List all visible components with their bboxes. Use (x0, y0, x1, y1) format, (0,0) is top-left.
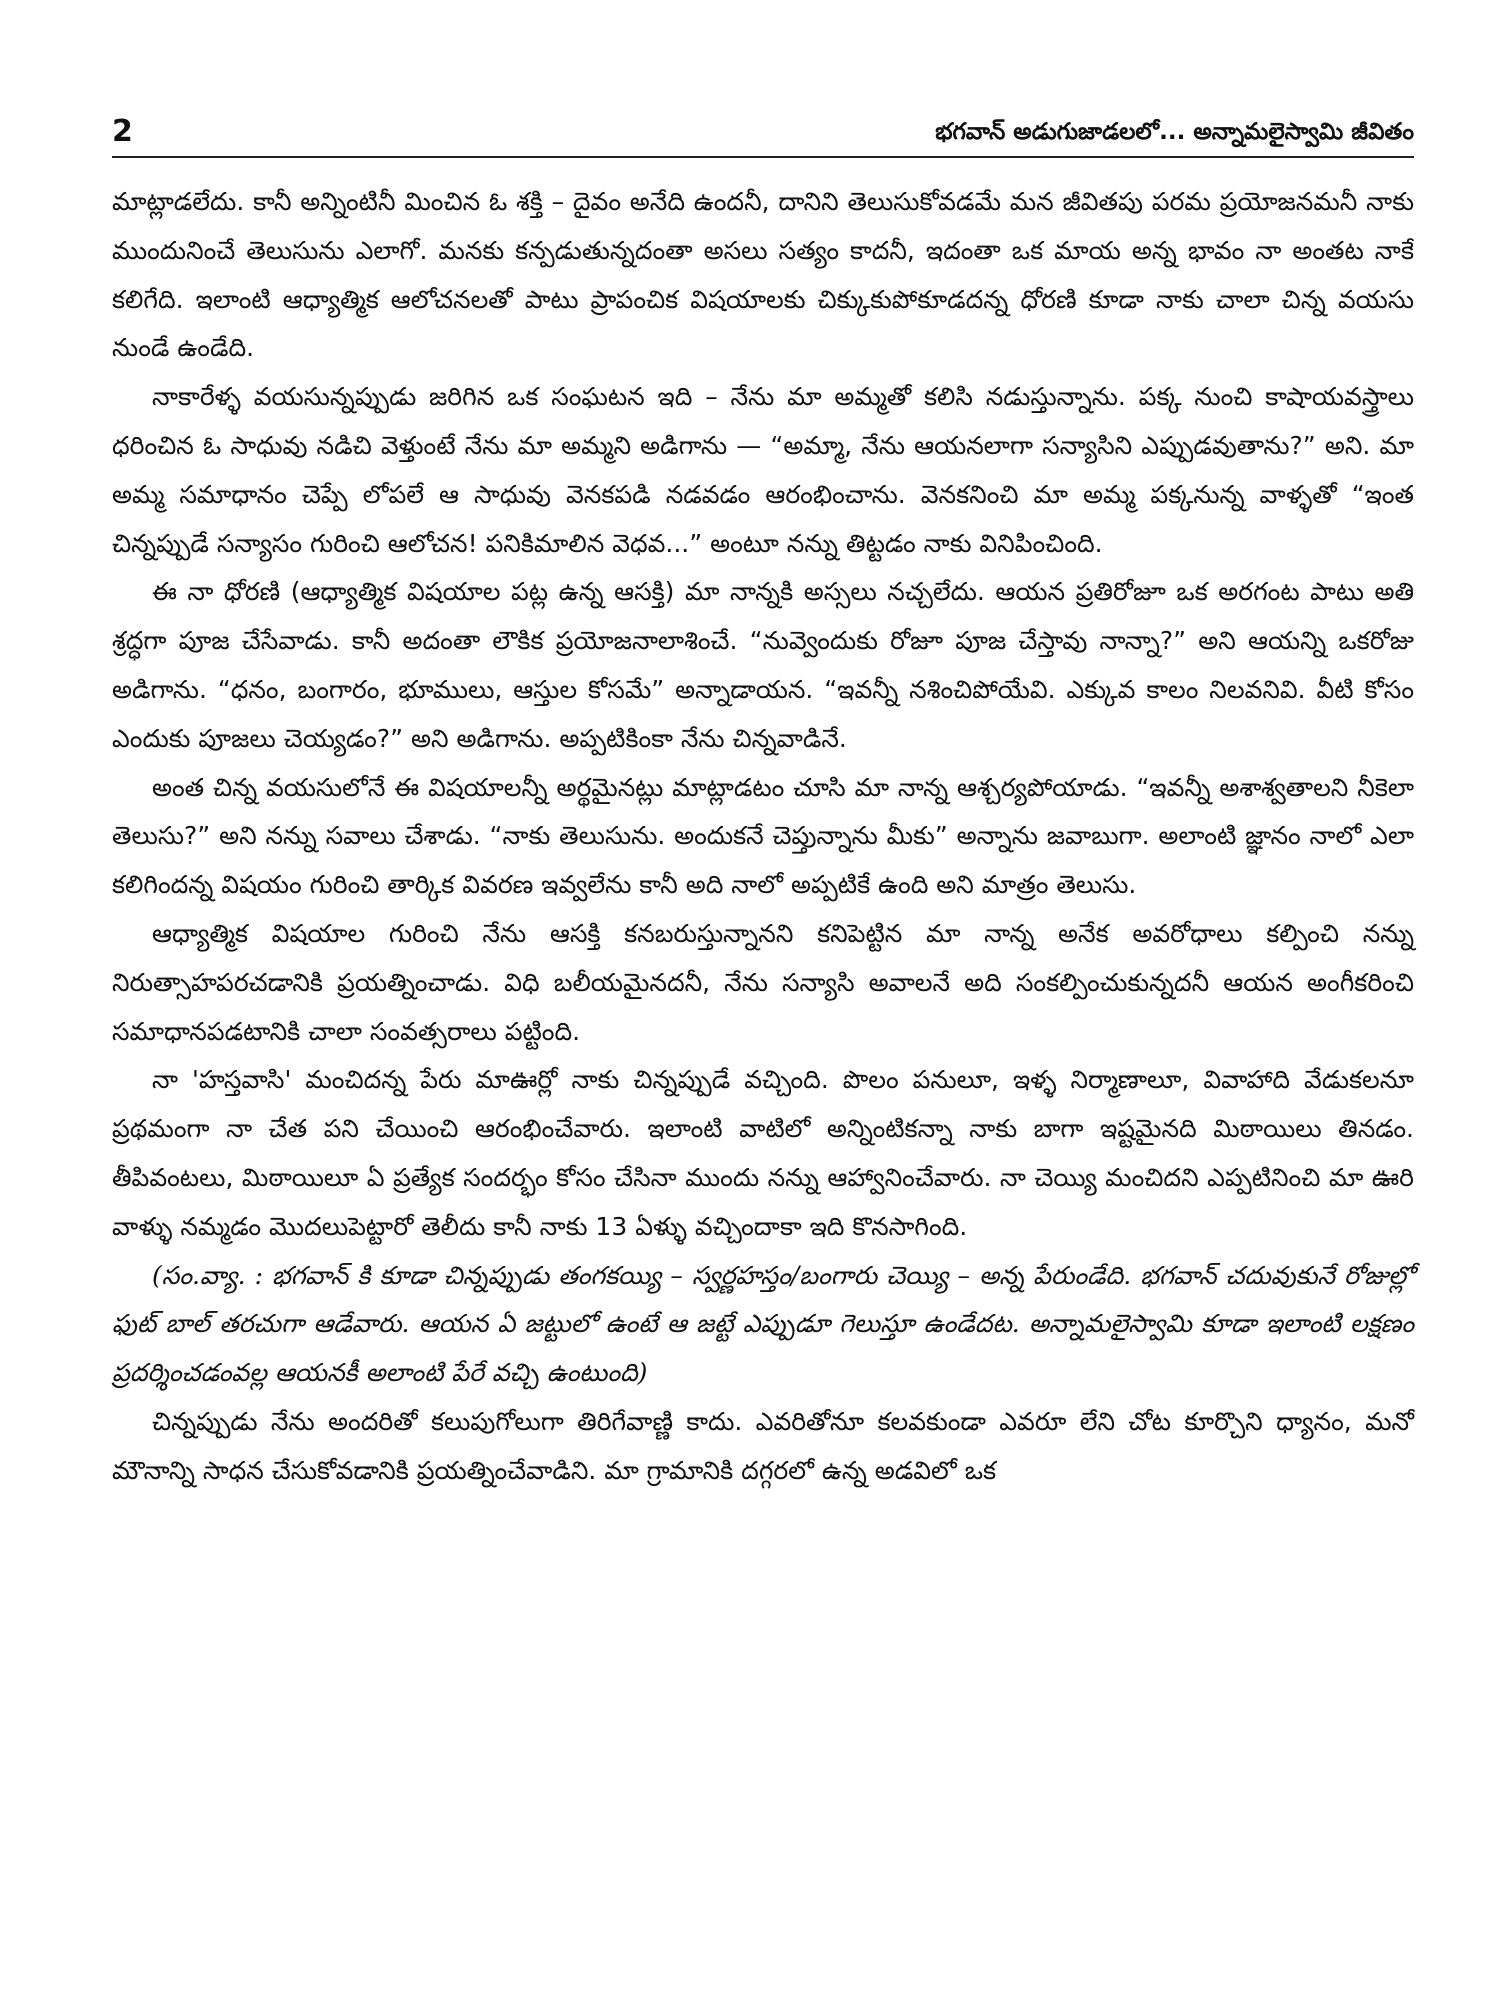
page-body (112, 178, 1414, 1960)
paragraph-6: నా 'హస్తవాసి' మంచిదన్న పేరు మాఊర్లో నాకు చిన్నప్పుడే వచ్చింది. పొలం పనులూ, ఇళ్ళ నిర్మాణాలూ, వివాహాది వేడుకలనూ ప్రథమంగా నా చేత పని చేయించి ఆరంభించేవారు. ఇలాంటి వాటిలో అన్నింటికన్నా నాకు బాగా ఇష్టమైనది మిఠాయిలు తినడం. తీపివంటలు, మిఠాయిలూ ఏ ప్రత్యేక సందర్భం కోసం చేసినా ముందు నన్ను ఆహ్వానించేవారు. నా చెయ్యి మంచిదని ఎప్పటినించి మా ఊరి వాళ్ళు నమ్మడం మొదలుపెట్టారో తెలీదు కానీ నాకు 13 ఏళ్ళు వచ్చిందాకా ఇది కొనసాగింది. (112, 1065, 1414, 1241)
paragraph-4: అంత చిన్న వయసులోనే ఈ విషయాలన్నీ అర్థమైనట్లు మాట్లాడటం చూసి మా నాన్న ఆశ్చర్యపోయాడు. “ఇవన్నీ అశాశ్వతాలని నీకెలా తెలుసు?” అని నన్ను సవాలు చేశాడు. “నాకు తెలుసును. అందుకనే చెప్తున్నాను మీకు” అన్నాను జవాబుగా. అలాంటి జ్ఞానం నాలో ఎలా కలిగిందన్న విషయం గురించి తార్కిక వివరణ ఇవ్వలేను కానీ అది నాలో అప్పటికే ఉంది అని మాత్రం తెలుసు. (112, 772, 1414, 900)
page-header (112, 100, 1414, 150)
paragraph-2: నాకారేళ్ళ వయసున్నప్పుడు జరిగిన ఒక సంఘటన ఇది – నేను మా అమ్మతో కలిసి నడుస్తున్నాను. పక్క నుంచి కాషాయవస్త్రాలు ధరించిన ఓ సాధువు నడిచి వెళ్తుంటే నేను మా అమ్మని అడిగాను — “అమ్మా, నేను ఆయనలాగా సన్యాసిని ఎప్పుడవుతాను?” అని. మా అమ్మ సమాధానం చెప్పే లోపలే ఆ సాధువు వెనకపడి నడవడం ఆరంభించాను. వెనకనించి మా అమ్మ పక్కనున్న వాళ్ళతో “ఇంత చిన్నప్పుడే సన్యాసం గురించి ఆలోచన! పనికిమాలిన వెధవ...” అంటూ నన్ను తిట్టడం నాకు వినిపించింది. (112, 382, 1414, 558)
running-title: భగవాన్ అడుగుజాడలలో... అన్నామలైస్వామి జీవితం (935, 119, 1414, 145)
paragraph-8: చిన్నప్పుడు నేను అందరితో కలుపుగోలుగా తిరిగేవాణ్ణి కాదు. ఎవరితోనూ కలవకుండా ఎవరూ లేని చోట కూర్చొని ధ్యానం, మనో మౌనాన్ని సాధన చేసుకోవడానికి ప్రయత్నించేవాడిని. మా గ్రామానికి దగ్గరలో ఉన్న అడవిలో ఒక (112, 1406, 1414, 1485)
paragraph-1: మాట్లాడలేదు. కానీ అన్నింటినీ మించిన ఓ శక్తి – దైవం అనేది ఉందనీ, దానిని తెలుసుకోవడమే మన జీవితపు పరమ ప్రయోజనమనీ నాకు ముందునించే తెలుసును ఎలాగో. మనకు కన్పడుతున్నదంతా అసలు సత్యం కాదనీ, ఇదంతా ఒక మాయ అన్న భావం నా అంతట నాకే కలిగేది. ఇలాంటి ఆధ్యాత్మిక ఆలోచనలతో పాటు ప్రాపంచిక విషయాలకు చిక్కుకుపోకూడదన్న ధోరణి కూడా నాకు చాలా చిన్న వయసు నుండే ఉండేది. (112, 187, 1414, 363)
page-number: 2 (112, 114, 133, 149)
header-rule (112, 156, 1414, 158)
editor-note: (సం.వ్యా. : భగవాన్ కి కూడా చిన్నప్పుడు తంగకయ్యి – స్వర్ణహస్తం/బంగారు చెయ్యి – అన్న పేరుండేది. భగవాన్ చదువుకునే రోజుల్లో ఫుట్ బాల్ తరచుగా ఆడేవారు. ఆయన ఏ జట్టులో ఉంటే ఆ జట్టే ఎప్పుడూ గెలుస్తూ ఉండేదట. అన్నామలైస్వామి కూడా ఇలాంటి లక్షణం ప్రదర్శించడంవల్ల ఆయనకీ అలాంటి పేరే వచ్చి ఉంటుంది) (112, 1260, 1414, 1388)
paragraph-3: ఈ నా ధోరణి (ఆధ్యాత్మిక విషయాల పట్ల ఉన్న ఆసక్తి) మా నాన్నకి అస్సలు నచ్చలేదు. ఆయన ప్రతిరోజూ ఒక అరగంట పాటు అతి శ్రద్ధగా పూజ చేసేవాడు. కానీ అదంతా లౌకిక ప్రయోజనాలాశించే. “నువ్వెందుకు రోజూ పూజ చేస్తావు నాన్నా?” అని ఆయన్ని ఒకరోజు అడిగాను. “ధనం, బంగారం, భూములు, ఆస్తుల కోసమే” అన్నాడాయన. “ఇవన్నీ నశించిపోయేవి. ఎక్కువ కాలం నిలవనివి. వీటి కోసం ఎందుకు పూజలు చెయ్యడం?” అని అడిగాను. అప్పటికింకా నేను చిన్నవాడినే. (112, 577, 1414, 753)
paragraph-5: ఆధ్యాత్మిక విషయాల గురించి నేను ఆసక్తి కనబరుస్తున్నానని కనిపెట్టిన మా నాన్న అనేక అవరోధాలు కల్పించి నన్ను నిరుత్సాహపరచడానికి ప్రయత్నించాడు. విధి బలీయమైనదనీ, నేను సన్యాసి అవాలనే అది సంకల్పించుకున్నదనీ ఆయన అంగీకరించి సమాధానపడటానికి చాలా సంవత్సరాలు పట్టింది. (112, 918, 1414, 1046)
